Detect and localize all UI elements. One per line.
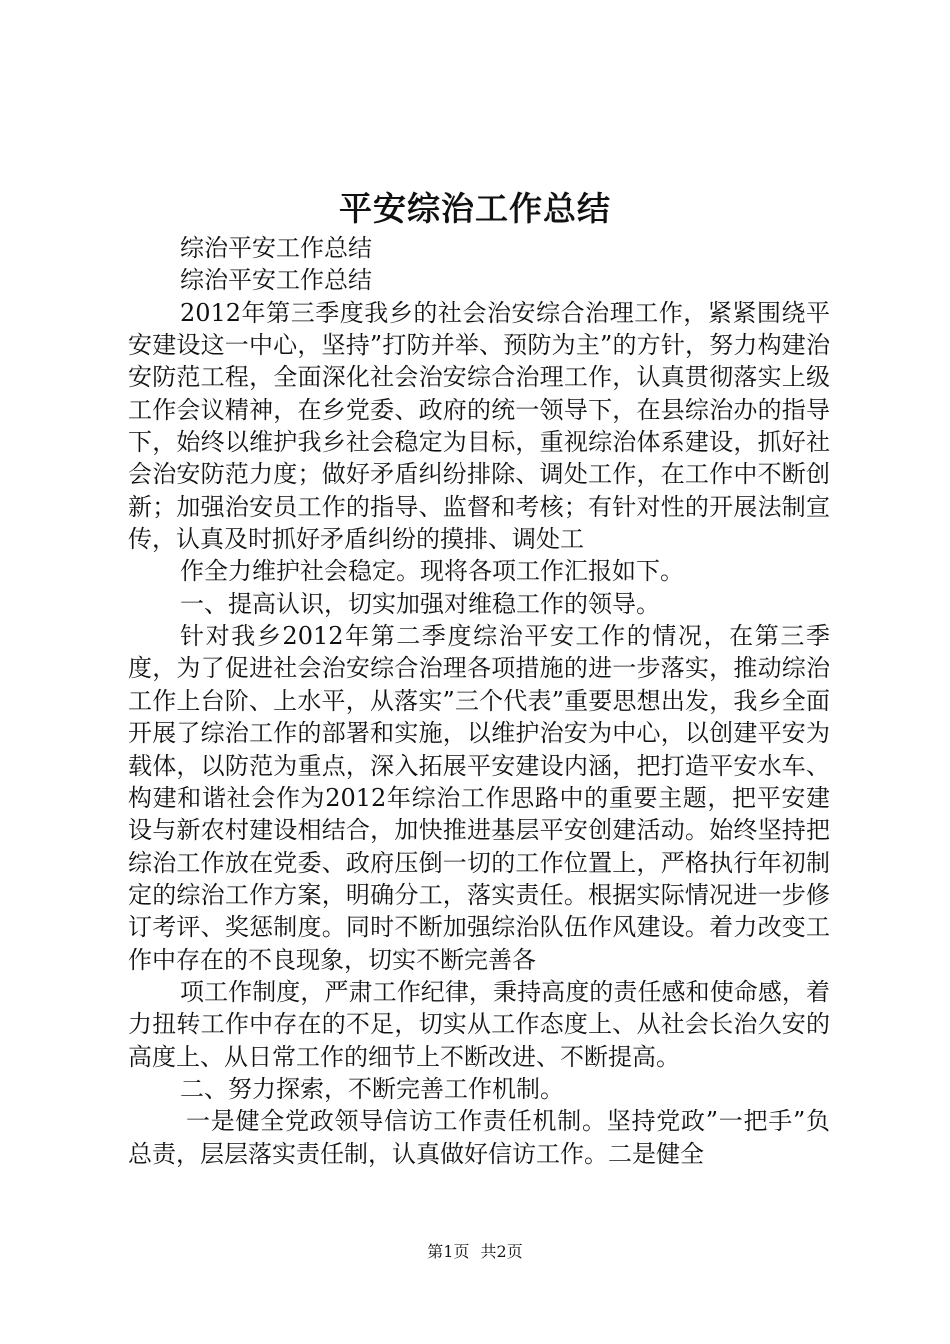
section-heading-1: 一、提高认识，切实加强对维稳工作的领导。 — [180, 589, 660, 618]
paragraph-section-1: 针对我乡2012年第二季度综治平安工作的情况，在第三季度，为了促进社会治安综合治理各项措施的进一步落实，推动综治工作上台阶、上水平，从落实”三个代表”重要思想出发，我乡全面开展了综治工作的部署和实施，以维护治安为中心，以创建平安为载体，以防范为重点，深入拓展平安建设内涵，把打造平安水车、构建和谐社会作为2012年综治工作思路中的重要主题，把平安建设与新农村建设相结合，加快推进基层平安创建活动。始终坚持把综治工作放在党委、政府压倒一切的工作位置上，严格执行年初制定的综治工作方案，明确分工，落实责任。根据实际情况进一步修订考评、奖惩制度。同时不断加强综治队伍作风建设。着力改变工作中存在的不良现象，切实不断完善各 — [128, 622, 830, 974]
page-number: 第1页 — [427, 1242, 470, 1261]
paragraph-intro: 2012年第三季度我乡的社会治安综合治理工作，紧紧围绕平安建设这一中心，坚持”打防并举、预防为主”的方针，努力构建治安防范工程，全面深化社会治安综合治理工作，认真贯彻落实上级工作会议精神，在乡党委、政府的统一领导下，在县综治办的指导下，始终以维护我乡社会稳定为目标，重视综治体系建设，抓好社会治安防范力度；做好矛盾纠纷排除、调处工作，在工作中不断创新；加强治安员工作的指导、监督和考核；有针对性的开展法制宣传，认真及时抓好矛盾纠纷的摸排、调处工 — [128, 298, 830, 554]
paragraph-subtitle-2: 综治平安工作总结 — [180, 266, 372, 295]
page-footer — [0, 1241, 950, 1263]
document-body — [128, 232, 830, 1170]
section-heading-2: 二、努力探索，不断完善工作机制。 — [180, 1074, 564, 1103]
paragraph-subtitle-1: 综治平安工作总结 — [180, 234, 372, 262]
paragraph-section-2: 一是健全党政领导信访工作责任机制。坚持党政”一把手”负总责，层层落实责任制，认真做好信访工作。二是健全 — [128, 1107, 830, 1168]
document-title: 平安综治工作总结 — [339, 189, 611, 228]
paragraph-section-1-cont: 项工作制度，严肃工作纪律，秉持高度的责任感和使命感，着力扭转工作中存在的不足，切实从工作态度上、从社会长治久安的高度上、从日常工作的细节上不断改进、不断提高。 — [128, 977, 830, 1071]
paragraph-intro-cont: 作全力维护社会稳定。现将各项工作汇报如下。 — [180, 557, 684, 586]
page-total: 共2页 — [480, 1242, 523, 1261]
